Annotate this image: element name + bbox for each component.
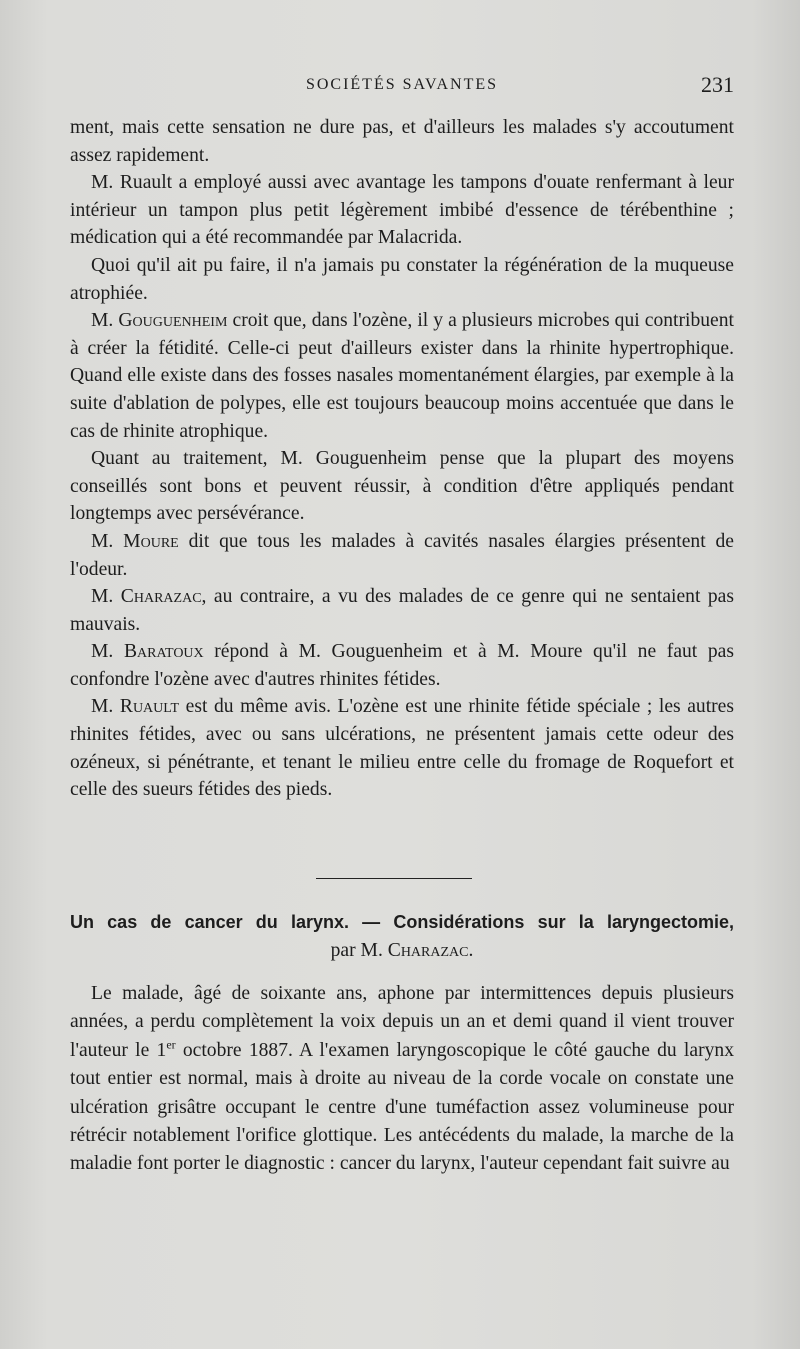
paragraph: Le malade, âgé de soixante ans, aphone par intermittences depuis plusieurs années, a perdu complètement la voix depuis un an et demi quand il vient trouver l'auteur le 1er octobre 1887. A l'examen laryngoscopique le côté gauche du larynx tout entier est normal, mais à droite au niveau de la corde vocale on constate une ulcération grisâtre occupant le centre d'une tuméfaction assez volumineuse pour rétrécir notablement l'orifice glottique. Les antécédents du malade, la marche de la maladie font porter le diagnostic : cancer du larynx, l'auteur cependant fait suivre au bbox=[70, 983, 734, 1175]
paragraph: M. Gouguenheim croit que, dans l'ozène, il y a plusieurs microbes qui contribuent à créer la fétidité. Celle-ci peut d'ailleurs exister dans la rhinite hypertrophique. Quand elle existe dans des fosses nasales momentanément élargies, par exemple à la suite d'ablation de polypes, elle est toujours beaucoup moins accentuée que dans le cas de rhinite atrophique. bbox=[70, 310, 734, 442]
speaker-name: M. Baratoux bbox=[91, 641, 204, 663]
paragraph: M. Ruault est du même avis. L'ozène est une rhinite fétide spéciale ; les autres rhinites fétides, avec ou sans ulcérations, ne présentent jamais cette odeur des ozéneux, si pénétrante, et tenant le milieu entre celle du fromage de Roquefort et celle des sueurs fétides des pieds. bbox=[70, 696, 735, 801]
article-body bbox=[70, 980, 734, 1179]
speaker-name: M. Ruault bbox=[91, 696, 180, 718]
paragraph: M. Ruault a employé aussi avec avantage les tampons d'ouate renfermant à leur intérieur un tampon plus petit légèrement imbibé d'essence de térébenthine ; médication qui a été recommandée par Malacrida. bbox=[70, 172, 734, 249]
paragraph: Quant au traitement, M. Gouguenheim pense que la plupart des moyens conseillés sont bons et peuvent réussir, à condition d'être appliqués pendant longtemps avec persévérance. bbox=[70, 448, 734, 525]
paragraph: ment, mais cette sensation ne dure pas, et d'ailleurs les malades s'y accoutument assez rapidement. bbox=[70, 117, 734, 166]
ordinal-superscript: er bbox=[166, 1037, 176, 1052]
page-header bbox=[70, 72, 734, 102]
paragraph: M. Charazac, au contraire, a vu des malades de ce genre qui ne sentaient pas mauvais. bbox=[70, 586, 734, 635]
speaker-name: M. Charazac bbox=[91, 586, 202, 608]
running-title: SOCIÉTÉS SAVANTES bbox=[305, 76, 499, 93]
speaker-name: M. Gouguenheim bbox=[91, 310, 228, 332]
speaker-name: M. Moure bbox=[91, 530, 179, 552]
section-divider bbox=[316, 878, 472, 879]
paragraph: M. Baratoux répond à M. Gouguenheim et à M. Moure qu'il ne faut pas confondre l'ozène avec d'autres rhinites fétides. bbox=[70, 641, 734, 690]
article-title: Un cas de cancer du larynx. — Considérations sur la laryngectomie, bbox=[70, 912, 734, 932]
author-name: M. Charazac. bbox=[360, 940, 474, 961]
discussion-text bbox=[70, 114, 734, 804]
paragraph: M. Moure dit que tous les malades à cavités nasales élargies présentent de l'odeur. bbox=[70, 530, 734, 580]
article-byline: par M. Charazac. bbox=[330, 940, 474, 961]
paragraph: Quoi qu'il ait pu faire, il n'a jamais pu constater la régénération de la muqueuse atrophiée. bbox=[70, 254, 734, 304]
page-number: 231 bbox=[701, 72, 734, 97]
